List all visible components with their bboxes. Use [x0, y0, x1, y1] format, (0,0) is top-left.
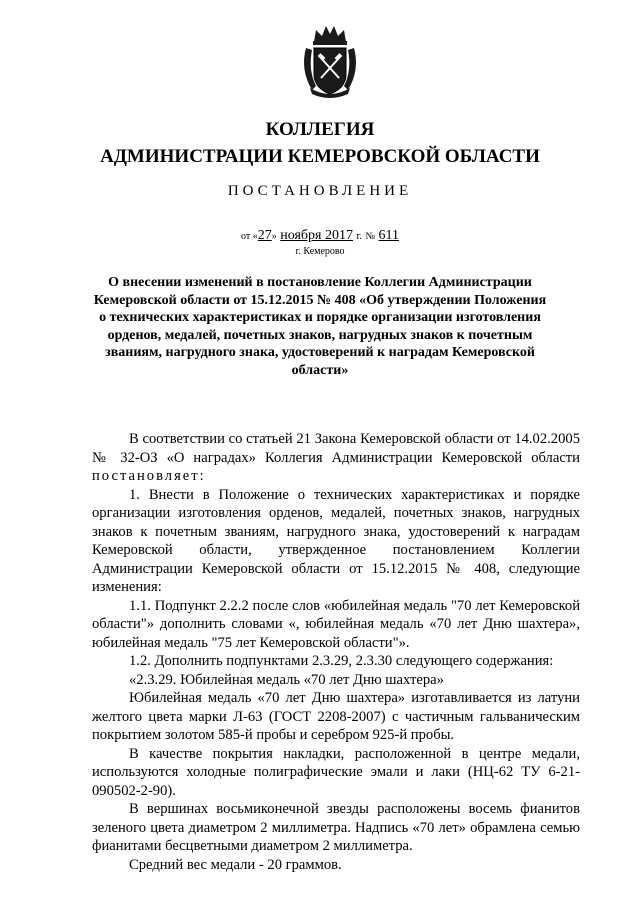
org-name-line2: АДМИНИСТРАЦИИ КЕМЕРОВСКОЙ ОБЛАСТИ: [100, 146, 540, 167]
document-body: [92, 430, 580, 874]
coat-of-arms-icon: [300, 22, 360, 98]
paragraph-1-1: 1.1. Подпункт 2.2.2 после слов «юбилейная медаль "70 лет Кемеровской области"» дополнить словами «, юбилейная медаль «70 лет Дню шахтера», юбилейная медаль "75 лет Кемеровской области"».: [92, 597, 580, 651]
paragraph-preamble: [92, 430, 580, 486]
document-number-label: №: [365, 231, 376, 242]
preamble-text: В соответствии со статьей 21 Закона Кемеровской области от 14.02.2005 № 32-ОЗ «О наградах» Коллегия Администрации Кемеровской области: [92, 431, 580, 466]
document-type: ПОСТАНОВЛЕНИЕ: [227, 183, 413, 199]
paragraph-medal-coating: В качестве покрытия накладки, расположенной в центре медали, используются холодные полиграфические эмали и лаки (НЦ-62 ТУ 6-21-090502-2-90).: [92, 745, 580, 799]
org-name-line1: КОЛЛЕГИЯ: [265, 119, 375, 140]
preamble-resolves: постановляет:: [92, 468, 206, 484]
paragraph-1-2: 1.2. Дополнить подпунктами 2.3.29, 2.3.30 следующего содержания:: [129, 653, 554, 669]
paragraph-2-3-29-heading: «2.3.29. Юбилейная медаль «70 лет Дню шахтера»: [129, 671, 444, 688]
date-year-suffix: г.: [356, 231, 362, 242]
date-month-year: ноября 2017: [280, 228, 353, 243]
document-title: О внесении изменений в постановление Коллегии Администрации Кемеровской области от 15.12.2015 № 408 «Об утверждении Положения о технических характеристиках и порядке организации изготовления орденов, медалей, почетных знаков, нагрудных знаков к почетным званиям, нагрудного знака, удостоверений к наградам Кемеровской области»: [93, 275, 547, 378]
document-date-line: [0, 228, 640, 245]
date-mid: »: [271, 231, 277, 242]
document-city: г. Кемерово: [295, 246, 345, 257]
document-number: 611: [378, 228, 399, 243]
paragraph-medal-material: Юбилейная медаль «70 лет Дню шахтера» изготавливается из латуни желтого цвета марки Л-63 (ГОСТ 2208-2007) с частичным гальваническим покрытием золотом 585-й пробы и серебром 925-й пробы.: [92, 690, 580, 743]
date-day: 27: [257, 228, 272, 243]
paragraph-1: 1. Внести в Положение о технических характеристиках и порядке организации изготовления орденов, медалей, почетных знаков, нагрудных знаков к почетным званиям, нагрудного знака, удостоверений к наградам Кемеровской области, утвержденное постановлением Коллегии Администрации Кемеровской области от 15.12.2015 № 408, следующие изменения:: [92, 486, 580, 595]
date-prefix: от «: [241, 231, 258, 242]
paragraph-medal-stones: В вершинах восьмиконечной звезды расположены восемь фианитов зеленого цвета диаметром 2 миллиметра. Надпись «70 лет» обрамлена семью фианитами бесцветными диаметром 2 миллиметра.: [92, 801, 580, 854]
paragraph-medal-weight: Средний вес медали - 20 граммов.: [129, 856, 342, 873]
